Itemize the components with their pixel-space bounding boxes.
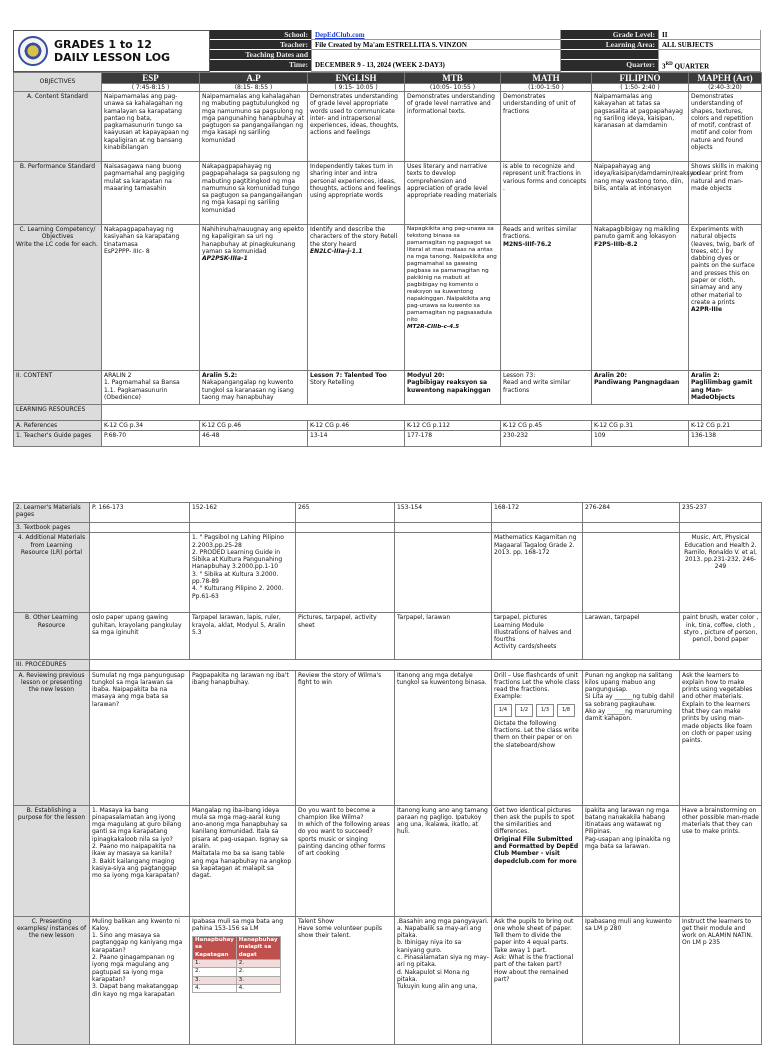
area-value: ALL SUBJECTS <box>658 40 761 50</box>
cell: Mathematics Kagamitan ng Magaaral Tagalog Grade 2. 2013. pp. 168-172 <box>492 533 583 613</box>
procedures-row <box>14 660 762 670</box>
cell: Nahihinuha/nauugnay ang epekto ng kapaligiran sa uri ng hanapbuhay at pinagkukunang yaman sa komunidad AP2PSK-IIIa-1 <box>200 225 308 371</box>
cell: Get two identical pictures then ask the pupils to spot the similarities and differences. Original File Submitted and Formatted by DepEd Club Member - visit depedclub.com for more <box>492 805 583 916</box>
cell: 46-48 <box>200 431 308 447</box>
presenting-row <box>14 916 762 1044</box>
cell: Lesson 73: Read and write similar fractions <box>501 371 592 405</box>
cell: Muling balikan ang kwento ni Kaloy. 1. Sino ang masaya sa pagtanggap ng kaniyang mga karapatan? 2. Paano ginagampanan ng iyong mga magulang ang pagtupad sa iyong mga karapatan? 3. Dapat bang makatanggap din kayo ng mga karapatan <box>90 916 190 1044</box>
content-standard-row <box>14 92 762 162</box>
cell: K-12 CG p.31 <box>592 421 689 431</box>
competency-row <box>14 225 762 371</box>
cell: Experiments with natural objects (leaves, twig, bark of trees, etc.) by dabbing dyes or paints on the surface and presses this on paper or cloth, sinamay and any other material to create a prints A2PR-IIIe <box>689 225 762 371</box>
row-label: III. PROCEDURES <box>14 660 90 670</box>
cell: Tarpapel, larawan <box>395 613 492 660</box>
learners-materials-row <box>14 503 762 523</box>
fraction-card: 1/8 <box>557 704 575 717</box>
cell: 276-284 <box>583 503 680 523</box>
subject-esp: ESP <box>102 73 200 84</box>
cell: Aralin 2: Paglilimbag gamit ang Man-MadeObjects <box>689 371 762 405</box>
cell: Nakapagbibigay ng maikling panuto gamit ang lokasyon F2PS-IIIb-8.2 <box>592 225 689 371</box>
header-title-box <box>13 30 210 72</box>
quarter-label: Quarter: <box>561 60 658 72</box>
dates-value: DECEMBER 9 - 13, 2024 (WEEK 2-DAY3) <box>311 60 561 72</box>
teachers-guide-row <box>14 431 762 447</box>
cell: Ipabasa muli sa mga bata ang pahina 153-156 sa LM Hanapbuhay sa Kapatagan Hanapbuhay malapit sa dagat 1. 2. 2. 2. 3. 3. 4. 4. <box>190 916 296 1044</box>
performance-standard-row <box>14 162 762 225</box>
cell: paint brush, water color , ink, tina, coffee, cloth , styro , picture of person, pencil, bond paper <box>680 613 762 660</box>
header <box>13 30 761 72</box>
cell: Demonstrates understanding of unit of fractions <box>501 92 592 162</box>
lesson-table-page-2 <box>13 502 762 1045</box>
cell: is able to recognize and represent unit fractions in various forms and concepts . <box>501 162 592 225</box>
subject-math: MATH <box>501 73 592 84</box>
cell: Identify and describe the characters of the story Retell the story heard EN2LC-IIIa-j-1.1 <box>308 225 405 371</box>
cell: K-12 CG p.45 <box>501 421 592 431</box>
cell: Sumulat ng mga pangungusap tungkol sa mga larawan sa ibaba. Naipapakita ba na masaya ang mga bata sa larawan? <box>90 670 190 805</box>
cell: Punan ng angkop na salitang kilos upang mabuo ang pangungusap. Si Lita ay ______ng tubig dahil sa sobrang pagkauhaw. Ako ay ______ng maruruming damit kahapon. <box>583 670 680 805</box>
cell: 1. " Pagsibol ng Lahing Pilipino 2.2003.pp.25-28 2. PRODED Learning Guide in Sibika at Kultura Pangunahing Hanapbuhay 3.2000.pp.1-10 3. " Sibika at Kultura 3.2000. pp.78-89 4. " Kulturang Pilipino 2. 2000. Pp.61-63 <box>190 533 296 613</box>
row-label: 2. Learner's Materials pages <box>14 503 90 523</box>
cell: 265 <box>296 503 395 523</box>
cell: 230-232 <box>501 431 592 447</box>
cell: Independently takes turn in sharing inter and intra personal experiences, ideas, thoughts, actions and feelings using appropriate words <box>308 162 405 225</box>
cell: Aralin 5.2: Nakapangangalap ng kuwento tungkol sa karanasan ng isang taong may hanapbuhay <box>200 371 308 405</box>
cell: Review the story of Wilma's fight to win <box>296 670 395 805</box>
cell: Aralin 20: Pandiwang Pangnagdaan <box>592 371 689 405</box>
time-english: ( 9:15- 10:05 ) <box>308 84 405 92</box>
cell: Demonstrates understanding of grade level narrative and informational texts. <box>405 92 501 162</box>
cell: Shows skills in making a clear print from natural and man-made objects <box>689 162 762 225</box>
row-label: C. Presenting examples/ instances of the new lesson <box>14 916 90 1044</box>
row-label: 3. Textbook pages <box>14 523 90 533</box>
row-label: 4. Additional Materials from Learning Resource (LR) portal <box>14 533 90 613</box>
cell: Do you want to become a champion like Wilma? In which of the following areas do you want to succeed? sports music or singing painting dancing other forms of art cooking <box>296 805 395 916</box>
subject-ap: A.P <box>200 73 308 84</box>
school-label: School: <box>210 30 311 40</box>
cell: Lesson 7: Talented Too Story Retelling <box>308 371 405 405</box>
cell: Ipabasang muli ang kuwento sa LM p 280 <box>583 916 680 1044</box>
row-label: B. Performance Standard <box>14 162 102 225</box>
title-line-2: DAILY LESSON LOG <box>54 51 171 64</box>
time-filipino: ( 1:50- 2:40 ) <box>592 84 689 92</box>
cell: oslo paper upang gawing guhitan, krayolang pangkulay sa mga iginuhit <box>90 613 190 660</box>
establishing-row <box>14 805 762 916</box>
cell: 177-178 <box>405 431 501 447</box>
content-row <box>14 371 762 405</box>
teacher-label: Teacher: <box>210 40 311 50</box>
cell: tarpapel, pictures Learning Module Illustrations of halves and fourths Activity cards/sheets <box>492 613 583 660</box>
grade-value: II <box>658 30 761 40</box>
cell: Itanong kung ano ang tamang paraan ng pagligo. Ipatukoy ang una, ikalawa, ikatlo, at huli. <box>395 805 492 916</box>
cell: Ask the learners to explain how to make prints using vegetables and other materials. Explain to the learners that they can make prints by using man-made objects like foam on cloth or paper using paints. <box>680 670 762 805</box>
cell: Uses literary and narrative texts to develop comprehension and appreciation of grade level appropriate reading materials <box>405 162 501 225</box>
cell: K-12 CG p.46 <box>308 421 405 431</box>
cell: .Basahin ang mga pangyayari. a. Napabalik sa may-ari ang pitaka. b. Ibinigay niya ito sa kaniyang guro. c. Pinasalamatan siya ng may-ari ng pitaka. d. Nakapulot si Mona ng pitaka. Tukuyin kung alin ang una, <box>395 916 492 1044</box>
header-info-grid <box>210 30 761 72</box>
quarter-value: 3RD QUARTER <box>658 60 761 72</box>
cell: Napagkikita ang pag-unawa sa tekstong binasa sa pamamagitan ng pagsagot sa literal at mas mataas na antas na mga tanong. Naipakikita ang pagmamahal sa gawaing pagbasa sa pamamagitan ng pakikinig na mabuti at pagbibigay ng komento o reaksyon sa kuwentong napakinggan. Naipakikita ang pag-unawa sa kuwento sa pamamagitan ng pagsasadula nito MT2R-CIIIb-c-4.5 <box>405 225 501 371</box>
lesson-table-page-1 <box>13 72 762 447</box>
cell: P. 166-173 <box>90 503 190 523</box>
cell: 235-237 <box>680 503 762 523</box>
cell: Modyul 20: Pagbibigay reaksyon sa kuwentong napakinggan <box>405 371 501 405</box>
learning-resources-row <box>14 405 762 421</box>
cell: Naipamamalas ang kakayahan at tatas sa pagsasalita at pagpapahayag ng sariling ideya, kaisipan, karanasan at damdamin <box>592 92 689 162</box>
area-label: Learning Area: <box>561 40 658 50</box>
subject-english: ENGLISH <box>308 73 405 84</box>
lesson-log-page-2 <box>13 502 761 1045</box>
cell: 136-138 <box>689 431 762 447</box>
dates-label: Teaching Dates and <box>210 50 311 60</box>
cell: Reads and writes similar fractions. M2NS-IIIf-76.2 <box>501 225 592 371</box>
cell: Nakapagpapahayag ng kasiyahan sa karapatang tinatamasa EsP2PPP- IIIc- 8 <box>102 225 200 371</box>
row-label: 1. Teacher's Guide pages <box>14 431 102 447</box>
row-label: A. Reviewing previous lesson or presenting the new lesson <box>14 670 90 805</box>
fraction-card: 1/2 <box>515 704 533 717</box>
cell: Talent Show Have some volunteer pupils show their talent. <box>296 916 395 1044</box>
cell: Itanong ang mga detalye tungkol sa kuwentong binasa. <box>395 670 492 805</box>
cell: Tarpapel larawan, lapis, ruler, krayola, aklat, Modyul 5, Aralin 5.3 <box>190 613 296 660</box>
cell: K-12 CG p.112 <box>405 421 501 431</box>
cell: K-12 CG p.34 <box>102 421 200 431</box>
time-math: (1:00-1:50 ) <box>501 84 592 92</box>
title-line-1: GRADES 1 to 12 <box>54 38 152 51</box>
cell: K-12 CG p.21 <box>689 421 762 431</box>
objectives-label: OBJECTIVES <box>14 73 102 92</box>
cell: 168-172 <box>492 503 583 523</box>
lesson-log-page-1 <box>13 30 761 447</box>
livelihood-table: Hanapbuhay sa Kapatagan Hanapbuhay malapit sa dagat 1. 2. 2. 2. 3. 3. 4. 4. <box>192 936 281 993</box>
row-label: A. Content Standard <box>14 92 102 162</box>
subject-mapeh: MAPEH (Art) <box>689 73 762 84</box>
dates-time-label: Time: <box>210 60 311 72</box>
row-label: C. Learning Competency/ Objectives Write the LC code for each. <box>14 225 102 371</box>
subject-mtb: MTB <box>405 73 501 84</box>
references-row <box>14 421 762 431</box>
cell: 13-14 <box>308 431 405 447</box>
cell: Demonstrates understanding of grade level appropriate words used to communicate inter- and intrapersonal experiences, ideas, thoughts, actions and feelings <box>308 92 405 162</box>
cell: Naisasagawa nang buong pagmamahal ang pagiging mulat sa karapatan na maaaring tamasahin <box>102 162 200 225</box>
cell: Ipakita ang larawan ng mga batang nanakakila habang itinataas ang watawat ng Pilipinas. Pag-usapan ang ipinakita ng mga bata sa larawan. <box>583 805 680 916</box>
cell: Drill – Use flashcards of unit fractions Let the whole class read the fractions. Example: 1/4 1/2 1/3 1/8 Dictate the following fractions. Let the class write them on their paper or on the slateboard/show <box>492 670 583 805</box>
other-resources-row <box>14 613 762 660</box>
time-mtb: (10:05- 10:55 ) <box>405 84 501 92</box>
flashcards <box>494 704 580 717</box>
row-label: B. Establishing a purpose for the lesson <box>14 805 90 916</box>
subject-filipino: FILIPINO <box>592 73 689 84</box>
fraction-card: 1/4 <box>494 704 512 717</box>
cell: ARALIN 2 1. Pagmamahal sa Bansa 1.1. Pagkamasunurin (Obedience) <box>102 371 200 405</box>
cell: Naipamamalas ang kahalagahan ng mabuting pagtutulungkod ng mga namumuno sa pagsulong ng mga pangunahing hanapbuhay at pagtugon sa pangangailangan ng mga kasapi ng sariling komunidad <box>200 92 308 162</box>
cell: Music, Art, Physical Education and Health 2. Ramilo, Ronaldo V. et al, 2013. pp.231-232, 246-249 <box>680 533 762 613</box>
time-row <box>14 84 762 92</box>
time-esp: ( 7:45-8:15 ) <box>102 84 200 92</box>
cell: K-12 CG p.46 <box>200 421 308 431</box>
subject-header-row <box>14 73 762 84</box>
cell: 1. Masaya ka bang pinapasalamatan ang iyong mga magulang at guro bilang ganti sa mga karapatang ipinagkakaloob nila sa iyo? 2. Paano mo naipapakita na ikaw ay masaya sa kanila? 3. Bakit kailangang maging kasiya-siya ang pagtanggap mo sa iyong mga karapatan? <box>90 805 190 916</box>
time-ap: (8:15- 8:55 ) <box>200 84 308 92</box>
row-label: B. Other Learning Resource <box>14 613 90 660</box>
cell: Ask the pupils to bring out one whole sheet of paper. Tell them to divide the paper into 4 equal parts. Take away 1 part. Ask: What is the fractional part of the taken part? How about the remained part? <box>492 916 583 1044</box>
cell: Instruct the learners to get their module and work on ALAMIN NATIN. On LM p 235 <box>680 916 762 1044</box>
cell: Nakapagpapahayag ng pagpapahalaga sa pagsulong ng mabuting pagtitingkod ng mga namumuno sa komunidad tungo sa pagtugon sa pangangailangan ng mga kasapi ng sariling komunidad <box>200 162 308 225</box>
time-mapeh: (2:40-3:20) <box>689 84 762 92</box>
row-label: LEARNING RESOURCES <box>14 405 102 421</box>
cell: Pagpapakita ng larawan ng iba't ibang hanapbuhay. <box>190 670 296 805</box>
textbook-row <box>14 523 762 533</box>
reviewing-row <box>14 670 762 805</box>
cell: Have a brainstorming on other possible man-made materials that they can use to make prints. <box>680 805 762 916</box>
cell: P.68-70 <box>102 431 200 447</box>
cell: Mangalap ng iba-ibang ideya mula sa mga mag-aaral kung ano-anong mga hanapbuhay sa kanilang komunidad. Itala sa pisara at pag-usapan. Isgnay sa aralin. Maitatala mo ba sa isang table ang mga hanapbuhay na angkop sa kapatagan at malapit sa dagat. <box>190 805 296 916</box>
cell: 153-154 <box>395 503 492 523</box>
row-label: A. References <box>14 421 102 431</box>
cell: 152-162 <box>190 503 296 523</box>
fraction-card: 1/3 <box>536 704 554 717</box>
teacher-value: File Created by Ma'am ESTRELLITA S. VINZON <box>311 40 561 50</box>
additional-materials-row <box>14 533 762 613</box>
school-value[interactable]: DepEdClub.com <box>311 30 561 40</box>
cell: Naipapahayag ang ideya/kaisipan/damdamin/reaksyon nang may wastong tono, diin, bilis, antala at intonasyon <box>592 162 689 225</box>
row-label: II. CONTENT <box>14 371 102 405</box>
cell: Demonstrates understanding of shapes, textures, colors and repetition of motif, contrast of motif and color from nature and found objects <box>689 92 762 162</box>
cell: 109 <box>592 431 689 447</box>
grade-label: Grade Level: <box>561 30 658 40</box>
deped-seal-icon <box>18 36 48 66</box>
cell: Pictures, tarpapel, activity sheet <box>296 613 395 660</box>
cell: Larawan, tarpapel <box>583 613 680 660</box>
cell: Naipamamalas ang pag-unawa sa kahalagahan ng kamalayan sa karapatang pantao ng bata, pagkamasunurin tungo sa kaayusan at kapayapaan ng kapaligiran at ng bansang kinabibilangan <box>102 92 200 162</box>
